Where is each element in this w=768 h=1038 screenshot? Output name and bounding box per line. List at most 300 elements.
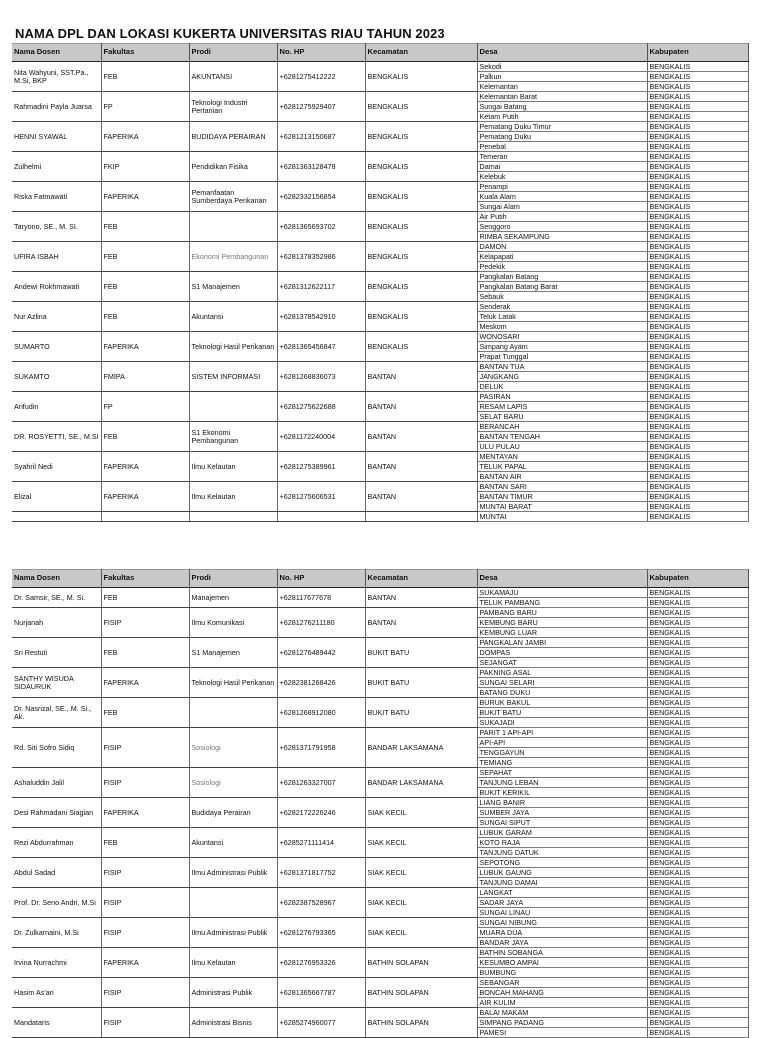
phone-cell: +6281378352986 [277,242,365,272]
kabupaten-cell: BENGKALIS [647,412,748,422]
kabupaten-cell: BENGKALIS [647,658,748,668]
kabupaten-cell: BENGKALIS [647,232,748,242]
desa-cell: BANTAN AIR [477,472,647,482]
table-row [12,638,748,648]
fakultas-cell: FP [101,392,189,422]
kecamatan-cell: BANDAR LAKSAMANA [365,728,477,768]
kabupaten-cell: BENGKALIS [647,272,748,282]
table-row [12,122,748,132]
fakultas-cell: FISIP [101,978,189,1008]
desa-cell: SEPAHAT [477,768,647,778]
dosen-name: Irvina Nurrachmi [12,948,101,978]
desa-cell: Kelemantan Barat [477,92,647,102]
fakultas-cell: FEB [101,212,189,242]
column-kabupaten-header: Kabupaten [647,44,748,62]
desa-cell: Pedekik [477,262,647,272]
dosen-name: HENNI SYAWAL [12,122,101,152]
kabupaten-cell: BENGKALIS [647,372,748,382]
table-row [12,392,748,402]
desa-cell: LUBUK GARAM [477,828,647,838]
kabupaten-cell: BENGKALIS [647,262,748,272]
table-row [12,482,748,492]
fakultas-cell: FEB [101,828,189,858]
desa-cell: BUMBUNG [477,968,647,978]
kecamatan-cell: BANTAN [365,588,477,608]
desa-cell: Prapat Tunggal [477,352,647,362]
desa-cell: BANTAN SARI [477,482,647,492]
kecamatan-cell: BENGKALIS [365,92,477,122]
table-row [12,768,748,778]
kabupaten-cell: BENGKALIS [647,958,748,968]
kabupaten-cell: BENGKALIS [647,828,748,838]
phone-cell: +6281275606531 [277,482,365,512]
prodi-cell [189,512,277,522]
kabupaten-cell: BENGKALIS [647,172,748,182]
dosen-name: Abdul Sadad [12,858,101,888]
kecamatan-cell: BATHIN SOLAPAN [365,948,477,978]
phone-cell: +6282172226246 [277,798,365,828]
desa-cell: PAMESI [477,1028,647,1038]
kabupaten-cell: BENGKALIS [647,472,748,482]
dosen-name: Desi Rahmadani Siagian [12,798,101,828]
prodi-cell: Ilmu Administrasi Publik [189,858,277,888]
phone-cell: +6281365693702 [277,212,365,242]
desa-cell: Temeran [477,152,647,162]
desa-cell: Kelebuk [477,172,647,182]
kabupaten-cell: BENGKALIS [647,768,748,778]
kabupaten-cell: BENGKALIS [647,788,748,798]
desa-cell: TEMIANG [477,758,647,768]
desa-cell: ULU PULAU [477,442,647,452]
kecamatan-cell: BANDAR LAKSAMANA [365,768,477,798]
phone-cell: +6281312622117 [277,272,365,302]
kabupaten-cell: BENGKALIS [647,222,748,232]
fakultas-cell: FISIP [101,918,189,948]
kecamatan-cell: BENGKALIS [365,152,477,182]
kabupaten-cell: BENGKALIS [647,142,748,152]
desa-cell: TANJUNG LEBAN [477,778,647,788]
desa-cell: Palkun [477,72,647,82]
desa-cell: Pangkalan Batang [477,272,647,282]
dpl-table-1 [12,43,749,522]
table-row [12,62,748,72]
fakultas-cell: FAPERIKA [101,182,189,212]
kabupaten-cell: BENGKALIS [647,948,748,958]
prodi-cell: Ilmu Komunikasi [189,608,277,638]
desa-cell: SEBANGAR [477,978,647,988]
fakultas-cell: FKIP [101,152,189,182]
table-row [12,452,748,462]
desa-cell: TANJUNG DATUK [477,848,647,858]
kecamatan-cell: SIAK KECIL [365,888,477,918]
desa-cell: AIR KULIM [477,998,647,1008]
table-row [12,1008,748,1018]
kabupaten-cell: BENGKALIS [647,302,748,312]
prodi-cell: Pemanfaatan Sumberdaya Perikanan [189,182,277,212]
desa-cell: Kelapapati [477,252,647,262]
dosen-name: Andewi Rokhmawati [12,272,101,302]
kabupaten-cell: BENGKALIS [647,718,748,728]
phone-cell: +6282381268426 [277,668,365,698]
desa-cell: SELAT BARU [477,412,647,422]
phone-cell: +6281365456847 [277,332,365,362]
desa-cell: PASIRAN [477,392,647,402]
dosen-name: Rahmadini Payla Juarsa [12,92,101,122]
desa-cell: JANGKANG [477,372,647,382]
desa-cell: Kuala Alam [477,192,647,202]
dosen-name: Hasim As'ari [12,978,101,1008]
prodi-cell: Teknologi Industri Pertanian [189,92,277,122]
desa-cell: BANDAR JAYA [477,938,647,948]
table-row [12,272,748,282]
table-row [12,668,748,678]
desa-cell: KESUMBO AMPAI [477,958,647,968]
fakultas-cell: FISIP [101,608,189,638]
table-row [12,698,748,708]
kabupaten-cell: BENGKALIS [647,382,748,392]
desa-cell: LIANG BANIR [477,798,647,808]
desa-cell: KEMBUNG LUAR [477,628,647,638]
fakultas-cell: FAPERIKA [101,122,189,152]
desa-cell: Pematang Duku Timur [477,122,647,132]
desa-cell: TELUK PAPAL [477,462,647,472]
dosen-name: Arifudin [12,392,101,422]
fakultas-cell: FEB [101,588,189,608]
prodi-cell: Ilmu Kelautan [189,482,277,512]
kabupaten-cell: BENGKALIS [647,162,748,172]
desa-cell: BATHIN SOBANGA [477,948,647,958]
dosen-name: Taryono, SE., M. SI. [12,212,101,242]
prodi-cell: Ilmu Kelautan [189,948,277,978]
kabupaten-cell: BENGKALIS [647,452,748,462]
kabupaten-cell: BENGKALIS [647,282,748,292]
desa-cell: Pematang Duku [477,132,647,142]
desa-cell: Sungai Batang [477,102,647,112]
kabupaten-cell: BENGKALIS [647,908,748,918]
prodi-cell [189,392,277,422]
kecamatan-cell: SIAK KECIL [365,828,477,858]
column-no-hp-header: No. HP [277,44,365,62]
desa-cell: LUBUK GAUNG [477,868,647,878]
dpl-table-2 [12,569,749,1038]
phone-cell: +6285274960077 [277,1008,365,1038]
kecamatan-cell: BUKIT BATU [365,698,477,728]
fakultas-cell [101,512,189,522]
kecamatan-cell: SIAK KECIL [365,798,477,828]
phone-cell: +6285271111414 [277,828,365,858]
kabupaten-cell: BENGKALIS [647,152,748,162]
prodi-cell: Budidaya Perairan [189,798,277,828]
phone-cell: +6281276953326 [277,948,365,978]
column-kecamatan-header: Kecamatan [365,570,477,588]
kabupaten-cell: BENGKALIS [647,588,748,598]
dosen-name: Elizal [12,482,101,512]
desa-cell: BANTAN TIMUR [477,492,647,502]
desa-cell: Penebal [477,142,647,152]
dosen-name: Rezi Abdurrahman [12,828,101,858]
desa-cell: Sekodi [477,62,647,72]
table-row [12,332,748,342]
dosen-name: Mandataris [12,1008,101,1038]
fakultas-cell: FEB [101,638,189,668]
kabupaten-cell: BENGKALIS [647,898,748,908]
prodi-cell: Administrasi Bisnis [189,1008,277,1038]
phone-cell: +6281275389961 [277,452,365,482]
desa-cell: BURUK BAKUL [477,698,647,708]
phone-cell: +6281276211180 [277,608,365,638]
kabupaten-cell: BENGKALIS [647,62,748,72]
kecamatan-cell: BUKIT BATU [365,668,477,698]
prodi-cell: Manajemen [189,588,277,608]
kabupaten-cell: BENGKALIS [647,342,748,352]
kabupaten-cell: BENGKALIS [647,808,748,818]
column-fakultas-header: Fakultas [101,44,189,62]
kabupaten-cell: BENGKALIS [647,778,748,788]
table-row [12,948,748,958]
dosen-name: Riska Fatmawati [12,182,101,212]
kabupaten-cell: BENGKALIS [647,482,748,492]
kabupaten-cell: BENGKALIS [647,332,748,342]
phone-cell: +6282387528967 [277,888,365,918]
table-row [12,978,748,988]
prodi-cell: Akuntansi [189,302,277,332]
desa-cell: Meskom [477,322,647,332]
phone-cell: +6281263327007 [277,768,365,798]
prodi-cell: Teknologi Hasil Perikanan [189,668,277,698]
kecamatan-cell: SIAK KECIL [365,918,477,948]
phone-cell: +6281172240004 [277,422,365,452]
page-title: NAMA DPL DAN LOKASI KUKERTA UNIVERSITAS RIAU TAHUN 2023 [15,26,445,41]
kabupaten-cell: BENGKALIS [647,998,748,1008]
kabupaten-cell: BENGKALIS [647,738,748,748]
table-row [12,212,748,222]
table-row [12,798,748,808]
column-prodi-header: Prodi [189,570,277,588]
desa-cell: BUKIT KERIKIL [477,788,647,798]
phone-cell: +628117677678 [277,588,365,608]
table-row [12,302,748,312]
kabupaten-cell: BENGKALIS [647,182,748,192]
kabupaten-cell: BENGKALIS [647,492,748,502]
kabupaten-cell: BENGKALIS [647,668,748,678]
desa-cell: Teluk Latak [477,312,647,322]
desa-cell: Sungai Alam [477,202,647,212]
dosen-name: Dr. Zulkarnaini, M.Si [12,918,101,948]
fakultas-cell: FEB [101,242,189,272]
dosen-name: Dr. Nasrizal, SE., M. Si., Ak. [12,698,101,728]
fakultas-cell: FEB [101,422,189,452]
desa-cell: SIMPANG PADANG [477,1018,647,1028]
table-row [12,512,748,522]
kabupaten-cell: BENGKALIS [647,918,748,928]
dosen-name: DR. ROSYETTI, SE., M.SI [12,422,101,452]
desa-cell: Senderak [477,302,647,312]
table-row [12,918,748,928]
kabupaten-cell: BENGKALIS [647,192,748,202]
dosen-name: SANTHY WISUDA SIDAURUK [12,668,101,698]
table-row [12,362,748,372]
table-row [12,242,748,252]
prodi-cell: Ilmu Kelautan [189,452,277,482]
kabupaten-cell: BENGKALIS [647,878,748,888]
desa-cell: SUMBER JAYA [477,808,647,818]
desa-cell: Senggoro [477,222,647,232]
fakultas-cell: FISIP [101,888,189,918]
kabupaten-cell: BENGKALIS [647,322,748,332]
dosen-name: Nita Wahyuni, SST.Pa., M.Si, BKP [12,62,101,92]
prodi-cell: Sosiologi [189,728,277,768]
kecamatan-cell: BANTAN [365,452,477,482]
desa-cell: BANTAN TUA [477,362,647,372]
column-prodi-header: Prodi [189,44,277,62]
fakultas-cell: FAPERIKA [101,482,189,512]
table-row [12,182,748,192]
prodi-cell [189,212,277,242]
desa-cell: PAMBANG BARU [477,608,647,618]
kecamatan-cell: BATHIN SOLAPAN [365,978,477,1008]
desa-cell: BATANG DUKU [477,688,647,698]
column-fakultas-header: Fakultas [101,570,189,588]
dosen-name: Rd. Siti Sofro Sidiq [12,728,101,768]
table-row [12,92,748,102]
desa-cell: BERANCAH [477,422,647,432]
kabupaten-cell: BENGKALIS [647,868,748,878]
kabupaten-cell: BENGKALIS [647,292,748,302]
kabupaten-cell: BENGKALIS [647,252,748,262]
prodi-cell: Pendidikan Fisika [189,152,277,182]
dosen-name: Zulhelmi [12,152,101,182]
desa-cell: SUNGAI NIBUNG [477,918,647,928]
desa-cell: MUNTAI BARAT [477,502,647,512]
desa-cell: SUKAJADI [477,718,647,728]
kabupaten-cell: BENGKALIS [647,362,748,372]
desa-cell: SUNGAI SIPUT [477,818,647,828]
kabupaten-cell: BENGKALIS [647,422,748,432]
kabupaten-cell: BENGKALIS [647,968,748,978]
kabupaten-cell: BENGKALIS [647,432,748,442]
kecamatan-cell: BUKIT BATU [365,638,477,668]
kabupaten-cell: BENGKALIS [647,212,748,222]
prodi-cell [189,698,277,728]
column-no-hp-header: No. HP [277,570,365,588]
dosen-name: Nurjanah [12,608,101,638]
prodi-cell: S1 Manajemen [189,638,277,668]
fakultas-cell: FAPERIKA [101,452,189,482]
desa-cell: RIMBA SEKAMPUNG [477,232,647,242]
column-nama-dosen-header: Nama Dosen [12,570,101,588]
dosen-name: Prof. Dr. Seno Andri, M.Si [12,888,101,918]
desa-cell: MUNTAI [477,512,647,522]
fakultas-cell: FEB [101,62,189,92]
phone-cell: +6281213150687 [277,122,365,152]
prodi-cell: S1 Ekonomi Pembangunan [189,422,277,452]
desa-cell: SADAR JAYA [477,898,647,908]
phone-cell: +6282332156854 [277,182,365,212]
kabupaten-cell: BENGKALIS [647,708,748,718]
desa-cell: SEPOTONG [477,858,647,868]
desa-cell: BANTAN TENGAH [477,432,647,442]
dosen-name: SUKAMTO [12,362,101,392]
desa-cell: SUKAMAJU [477,588,647,598]
desa-cell: DELUK [477,382,647,392]
kabupaten-cell: BENGKALIS [647,462,748,472]
desa-cell: PAKNING ASAL [477,668,647,678]
kabupaten-cell: BENGKALIS [647,888,748,898]
dosen-name [12,512,101,522]
fakultas-cell: FP [101,92,189,122]
prodi-cell: Administrasi Publik [189,978,277,1008]
table-header-row [12,44,748,62]
kabupaten-cell: BENGKALIS [647,112,748,122]
kabupaten-cell: BENGKALIS [647,352,748,362]
phone-cell [277,512,365,522]
kabupaten-cell: BENGKALIS [647,72,748,82]
kabupaten-cell: BENGKALIS [647,648,748,658]
desa-cell: Sebauk [477,292,647,302]
desa-cell: SUNGAI SELARI [477,678,647,688]
desa-cell: KOTO RAJA [477,838,647,848]
table-row [12,728,748,738]
dosen-name: Nur Azlina [12,302,101,332]
kabupaten-cell: BENGKALIS [647,92,748,102]
kecamatan-cell: BENGKALIS [365,212,477,242]
column-kecamatan-header: Kecamatan [365,44,477,62]
prodi-cell: BUDIDAYA PERAIRAN [189,122,277,152]
kabupaten-cell: BENGKALIS [647,442,748,452]
fakultas-cell: FAPERIKA [101,798,189,828]
desa-cell: BUKIT BATU [477,708,647,718]
kabupaten-cell: BENGKALIS [647,978,748,988]
kabupaten-cell: BENGKALIS [647,402,748,412]
desa-cell: RESAM LAPIS [477,402,647,412]
kecamatan-cell: BANTAN [365,392,477,422]
kabupaten-cell: BENGKALIS [647,502,748,512]
phone-cell: +6281268836073 [277,362,365,392]
kecamatan-cell: BENGKALIS [365,302,477,332]
kabupaten-cell: BENGKALIS [647,988,748,998]
table-row [12,858,748,868]
kabupaten-cell: BENGKALIS [647,838,748,848]
column-desa-header: Desa [477,44,647,62]
desa-cell: PANGKALAN JAMBI [477,638,647,648]
desa-cell: SEJANGAT [477,658,647,668]
fakultas-cell: FEB [101,272,189,302]
desa-cell: SUNGAI LINAU [477,908,647,918]
desa-cell: Damai [477,162,647,172]
fakultas-cell: FISIP [101,728,189,768]
table-row [12,152,748,162]
kabupaten-cell: BENGKALIS [647,678,748,688]
kecamatan-cell: BANTAN [365,482,477,512]
kabupaten-cell: BENGKALIS [647,628,748,638]
desa-cell: PARIT 1 API-API [477,728,647,738]
kecamatan-cell: BENGKALIS [365,62,477,92]
fakultas-cell: FEB [101,698,189,728]
prodi-cell: S1 Manajemen [189,272,277,302]
kecamatan-cell: BANTAN [365,362,477,392]
prodi-cell: Sosiologi [189,768,277,798]
kecamatan-cell: BENGKALIS [365,122,477,152]
fakultas-cell: FISIP [101,1008,189,1038]
prodi-cell: Ekonomi Pembangunan [189,242,277,272]
prodi-cell: Akuntansi [189,828,277,858]
dosen-name: SUMARTO [12,332,101,362]
desa-cell: MENTAYAN [477,452,647,462]
desa-cell: WONOSARI [477,332,647,342]
dosen-name: Dr. Samsir, SE., M. Si. [12,588,101,608]
kabupaten-cell: BENGKALIS [647,928,748,938]
dosen-name: UFIRA ISBAH [12,242,101,272]
